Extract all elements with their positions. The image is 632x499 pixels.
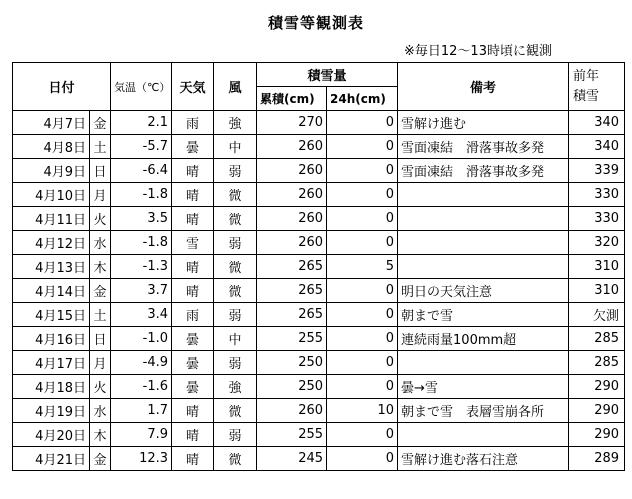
remarks-cell: 朝まで雪 xyxy=(398,303,569,327)
remarks-cell xyxy=(398,255,569,279)
table-row xyxy=(13,303,625,327)
remarks-cell xyxy=(398,231,569,255)
prev-year-cell: 340 xyxy=(569,111,625,135)
weather-cell: 曇 xyxy=(172,351,214,375)
temp-cell: -5.7 xyxy=(111,135,172,159)
dow-cell: 月 xyxy=(90,183,111,207)
date-cell: 4月15日 xyxy=(13,303,90,327)
dow-cell: 金 xyxy=(90,111,111,135)
dow-cell: 火 xyxy=(90,375,111,399)
cumulative-cell: 250 xyxy=(257,351,327,375)
cumulative-cell: 265 xyxy=(257,279,327,303)
temp-cell: -1.3 xyxy=(111,255,172,279)
weather-cell: 曇 xyxy=(172,375,214,399)
temp-cell: 1.7 xyxy=(111,399,172,423)
weather-cell: 曇 xyxy=(172,327,214,351)
page-title: 積雪等観測表 xyxy=(267,14,364,32)
remarks-cell: 明日の天気注意 xyxy=(398,279,569,303)
weather-cell: 晴 xyxy=(172,399,214,423)
wind-cell: 微 xyxy=(214,447,257,471)
weather-cell: 晴 xyxy=(172,207,214,231)
cumulative-cell: 260 xyxy=(257,207,327,231)
remarks-cell: 雪面凍結 滑落事故多発 xyxy=(398,135,569,159)
prev-year-cell: 340 xyxy=(569,135,625,159)
table-row xyxy=(13,375,625,399)
remarks-cell xyxy=(398,183,569,207)
header-prev-top: 前年 xyxy=(573,68,600,84)
header-cumulative: 累積(cm) xyxy=(257,87,327,111)
temp-cell: -4.9 xyxy=(111,351,172,375)
table-row xyxy=(13,351,625,375)
temp-cell: -1.6 xyxy=(111,375,172,399)
wind-cell: 弱 xyxy=(214,159,257,183)
h24-cell: 0 xyxy=(327,303,398,327)
temp-cell: 2.1 xyxy=(111,111,172,135)
prev-year-cell: 285 xyxy=(569,351,625,375)
table-row xyxy=(13,327,625,351)
remarks-cell: 雪解け進む落石注意 xyxy=(398,447,569,471)
h24-cell: 10 xyxy=(327,399,398,423)
weather-cell: 晴 xyxy=(172,447,214,471)
wind-cell: 中 xyxy=(214,135,257,159)
wind-cell: 弱 xyxy=(214,423,257,447)
wind-cell: 微 xyxy=(214,183,257,207)
remarks-cell xyxy=(398,351,569,375)
cumulative-cell: 260 xyxy=(257,183,327,207)
prev-year-cell: 310 xyxy=(569,279,625,303)
h24-cell: 0 xyxy=(327,279,398,303)
wind-cell: 弱 xyxy=(214,351,257,375)
weather-cell: 晴 xyxy=(172,183,214,207)
dow-cell: 月 xyxy=(90,351,111,375)
dow-cell: 土 xyxy=(90,303,111,327)
h24-cell: 0 xyxy=(327,231,398,255)
wind-cell: 強 xyxy=(214,375,257,399)
weather-cell: 雨 xyxy=(172,111,214,135)
temp-cell: 3.7 xyxy=(111,279,172,303)
header-temp: 気温（℃） xyxy=(111,63,172,111)
h24-cell: 5 xyxy=(327,255,398,279)
table-row xyxy=(13,135,625,159)
prev-year-cell: 289 xyxy=(569,447,625,471)
remarks-cell xyxy=(398,207,569,231)
remarks-cell: 雪解け進む xyxy=(398,111,569,135)
cumulative-cell: 255 xyxy=(257,327,327,351)
wind-cell: 微 xyxy=(214,399,257,423)
h24-cell: 0 xyxy=(327,447,398,471)
temp-cell: -1.0 xyxy=(111,327,172,351)
temp-cell: -6.4 xyxy=(111,159,172,183)
date-cell: 4月9日 xyxy=(13,159,90,183)
date-cell: 4月17日 xyxy=(13,351,90,375)
table-row xyxy=(13,159,625,183)
date-cell: 4月12日 xyxy=(13,231,90,255)
date-cell: 4月21日 xyxy=(13,447,90,471)
table-row xyxy=(13,111,625,135)
wind-cell: 弱 xyxy=(214,303,257,327)
temp-cell: 3.5 xyxy=(111,207,172,231)
weather-cell: 晴 xyxy=(172,255,214,279)
cumulative-cell: 260 xyxy=(257,231,327,255)
temp-cell: -1.8 xyxy=(111,183,172,207)
prev-year-cell: 285 xyxy=(569,327,625,351)
cumulative-cell: 260 xyxy=(257,159,327,183)
table-row xyxy=(13,231,625,255)
cumulative-cell: 255 xyxy=(257,423,327,447)
dow-cell: 水 xyxy=(90,399,111,423)
remarks-cell: 連続雨量100mm超 xyxy=(398,327,569,351)
prev-year-cell: 欠測 xyxy=(569,303,625,327)
h24-cell: 0 xyxy=(327,327,398,351)
header-remarks: 備考 xyxy=(398,63,569,111)
date-cell: 4月20日 xyxy=(13,423,90,447)
cumulative-cell: 260 xyxy=(257,399,327,423)
remarks-cell xyxy=(398,423,569,447)
cumulative-cell: 260 xyxy=(257,135,327,159)
date-cell: 4月8日 xyxy=(13,135,90,159)
table-row xyxy=(13,399,625,423)
weather-cell: 晴 xyxy=(172,279,214,303)
dow-cell: 金 xyxy=(90,447,111,471)
header-weather: 天気 xyxy=(172,63,214,111)
dow-cell: 日 xyxy=(90,159,111,183)
date-cell: 4月10日 xyxy=(13,183,90,207)
temp-cell: 7.9 xyxy=(111,423,172,447)
weather-cell: 雪 xyxy=(172,231,214,255)
cumulative-cell: 265 xyxy=(257,255,327,279)
date-cell: 4月13日 xyxy=(13,255,90,279)
dow-cell: 木 xyxy=(90,255,111,279)
h24-cell: 0 xyxy=(327,135,398,159)
h24-cell: 0 xyxy=(327,111,398,135)
wind-cell: 微 xyxy=(214,255,257,279)
header-24h: 24h(cm) xyxy=(327,87,398,111)
prev-year-cell: 290 xyxy=(569,375,625,399)
h24-cell: 0 xyxy=(327,375,398,399)
table-row xyxy=(13,423,625,447)
temp-cell: -1.8 xyxy=(111,231,172,255)
table-row xyxy=(13,255,625,279)
date-cell: 4月14日 xyxy=(13,279,90,303)
remarks-cell: 朝まで雪 表層雪崩各所 xyxy=(398,399,569,423)
table-row xyxy=(13,183,625,207)
observation-note: ※毎日12～13時頃に観測 xyxy=(404,44,552,59)
cumulative-cell: 250 xyxy=(257,375,327,399)
header-date: 日付 xyxy=(13,63,111,111)
date-cell: 4月11日 xyxy=(13,207,90,231)
h24-cell: 0 xyxy=(327,207,398,231)
prev-year-cell: 290 xyxy=(569,399,625,423)
wind-cell: 強 xyxy=(214,111,257,135)
prev-year-cell: 330 xyxy=(569,207,625,231)
weather-cell: 晴 xyxy=(172,423,214,447)
dow-cell: 日 xyxy=(90,327,111,351)
h24-cell: 0 xyxy=(327,183,398,207)
header-prev-year xyxy=(569,63,625,111)
wind-cell: 微 xyxy=(214,279,257,303)
table-row xyxy=(13,279,625,303)
date-cell: 4月19日 xyxy=(13,399,90,423)
weather-cell: 晴 xyxy=(172,159,214,183)
date-cell: 4月16日 xyxy=(13,327,90,351)
snow-observation-table xyxy=(12,62,625,471)
weather-cell: 曇 xyxy=(172,135,214,159)
cumulative-cell: 265 xyxy=(257,303,327,327)
temp-cell: 12.3 xyxy=(111,447,172,471)
h24-cell: 0 xyxy=(327,159,398,183)
header-snow-amount: 積雪量 xyxy=(257,63,398,87)
prev-year-cell: 339 xyxy=(569,159,625,183)
wind-cell: 中 xyxy=(214,327,257,351)
temp-cell: 3.4 xyxy=(111,303,172,327)
header-prev-bottom: 積雪 xyxy=(573,88,600,104)
date-cell: 4月7日 xyxy=(13,111,90,135)
table-body xyxy=(13,111,625,471)
remarks-cell: 曇→雪 xyxy=(398,375,569,399)
table-row xyxy=(13,447,625,471)
cumulative-cell: 245 xyxy=(257,447,327,471)
date-cell: 4月18日 xyxy=(13,375,90,399)
wind-cell: 弱 xyxy=(214,231,257,255)
table-row xyxy=(13,207,625,231)
prev-year-cell: 290 xyxy=(569,423,625,447)
remarks-cell: 雪面凍結 滑落事故多発 xyxy=(398,159,569,183)
prev-year-cell: 310 xyxy=(569,255,625,279)
h24-cell: 0 xyxy=(327,351,398,375)
weather-cell: 雨 xyxy=(172,303,214,327)
dow-cell: 木 xyxy=(90,423,111,447)
header-wind: 風 xyxy=(214,63,257,111)
dow-cell: 土 xyxy=(90,135,111,159)
dow-cell: 水 xyxy=(90,231,111,255)
dow-cell: 火 xyxy=(90,207,111,231)
prev-year-cell: 330 xyxy=(569,183,625,207)
h24-cell: 0 xyxy=(327,423,398,447)
dow-cell: 金 xyxy=(90,279,111,303)
wind-cell: 微 xyxy=(214,207,257,231)
cumulative-cell: 270 xyxy=(257,111,327,135)
prev-year-cell: 320 xyxy=(569,231,625,255)
